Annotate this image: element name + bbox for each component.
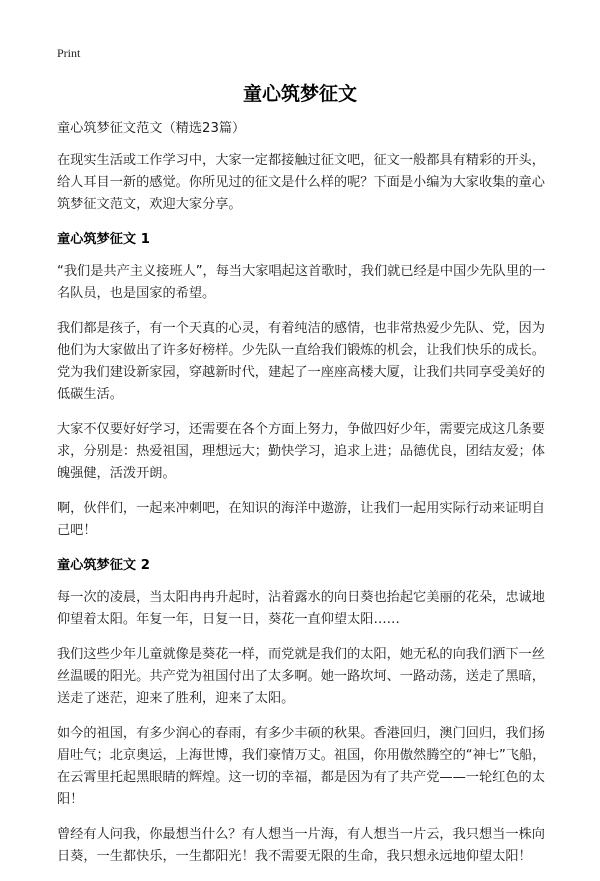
article-subtitle: 童心筑梦征文范文（精选23篇） (57, 121, 246, 136)
section-2-paragraph-1: 每一次的凌晨，当太阳冉冉升起时，沾着露水的向日葵也抬起它美丽的花朵，忠诚地仰望着太阳。年复一年，日复一日，葵花一直仰望太阳…… (57, 590, 545, 627)
intro-paragraph: 在现实生活或工作学习中，大家一定都接触过征文吧，征文一般都具有精彩的开头，给人耳目一新的感觉。你所见过的征文是什么样的呢？下面是小编为大家收集的童心筑梦征文范文，欢迎大家分享。 (57, 153, 545, 212)
section-1-paragraph-1: “我们是共产主义接班人”，每当大家唱起这首歌时，我们就已经是中国少先队里的一名队员，也是国家的希望。 (57, 264, 546, 301)
section-heading: 童心筑梦征文 1 (57, 232, 150, 247)
section-2-paragraph-3: 如今的祖国，有多少润心的春雨，有多少丰硕的秋果。香港回归，澳门回归，我们扬眉吐气；北京奥运，上海世博，我们豪情万丈。祖国，你用傲然腾空的“神七”飞船，在云霄里托起黑眼睛的辉煌。这一切的幸福，都是因为有了共产党——一轮红色的太阳！ (57, 726, 546, 807)
section-1-paragraph-3: 大家不仅要好好学习，还需要在各个方面上努力，争做四好少年，需要完成这几条要求，分别是：热爱祖国，理想远大；勤快学习，追求上进；品德优良，团结友爱；体魄强健，活泼开朗。 (57, 422, 545, 481)
page-title: 童心筑梦征文 (242, 83, 357, 105)
section-1-paragraph-2: 我们都是孩子，有一个天真的心灵，有着纯洁的感情，也非常热爱少先队、党，因为他们为大家做出了许多好榜样。少先队一直给我们锻炼的机会，让我们快乐的成长。党为我们建设新家园，穿越新时代，建起了一座座高楼大厦，让我们共同享受美好的低碳生活。 (57, 321, 545, 402)
section-1-paragraph-4: 啊，伙伴们，一起来冲刺吧，在知识的海洋中遨游，让我们一起用实际行动来证明自己吧！ (57, 501, 545, 538)
article-body (57, 118, 549, 881)
section-2-paragraph-2: 我们这些少年儿童就像是葵花一样，而党就是我们的太阳，她无私的向我们洒下一丝丝温暖的阳光。共产党为祖国付出了太多啊。她一路坎坷、一路动荡，送走了黑暗，送走了迷茫，迎来了胜利，迎来了太阳。 (57, 647, 545, 706)
section-heading: 童心筑梦征文 2 (57, 558, 150, 573)
print-link[interactable]: Print (57, 46, 81, 60)
section-2-paragraph-4: 曾经有人问我，你最想当什么？有人想当一片海，有人想当一片云，我只想当一株向日葵，一生都快乐，一生都阳光！我不需要无限的生命，我只想永远地仰望太阳！ (57, 827, 545, 864)
